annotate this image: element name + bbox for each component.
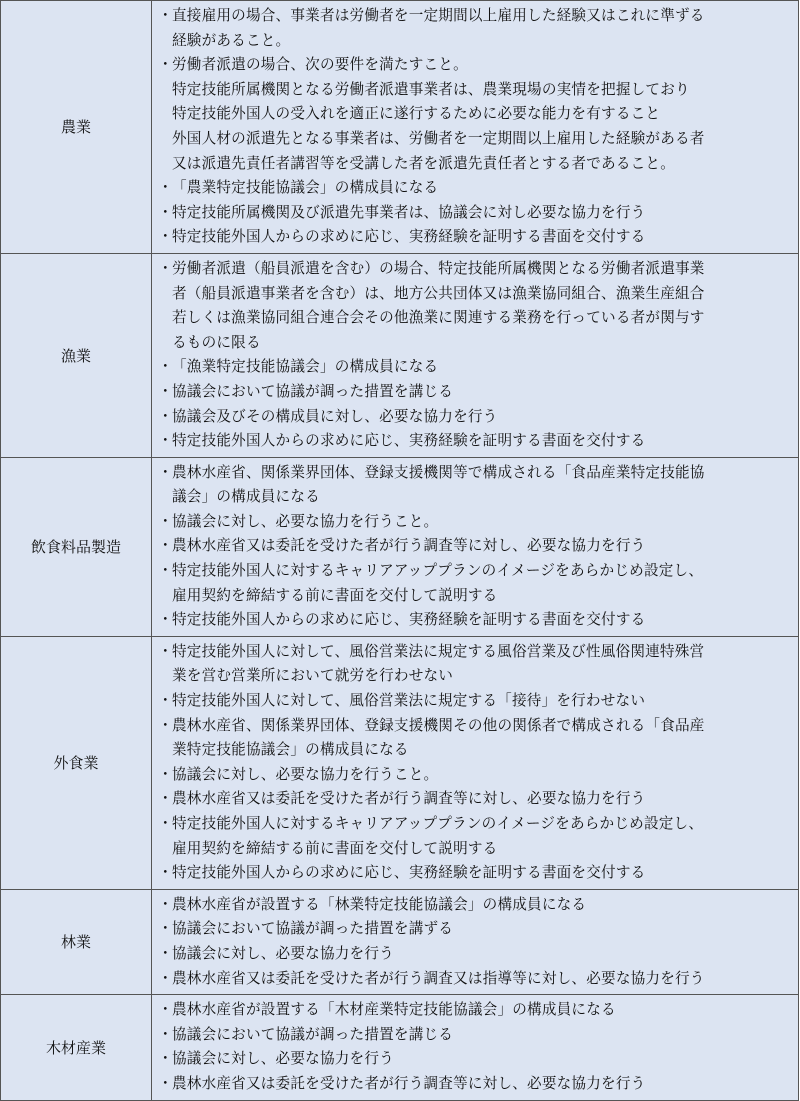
requirement-line: 農林水産省又は委託を受けた者が行う調査等に対し、必要な協力を行う: [172, 537, 646, 555]
requirement-line: 雇用契約を締結する前に書面を交付して説明する: [172, 839, 498, 857]
bullet-marker: ・: [158, 1074, 173, 1092]
requirement-item: [158, 201, 792, 226]
requirement-item: [158, 127, 792, 176]
requirements-cell: [152, 457, 799, 636]
bullet-marker: ・: [158, 179, 173, 197]
requirement-item: [158, 1023, 792, 1048]
bullet-marker: ・: [158, 815, 173, 832]
requirement-line: 協議会において協議が調った措置を講じる: [172, 382, 454, 400]
bullet-marker: ・: [158, 432, 173, 450]
requirement-item: [158, 861, 792, 886]
requirement-item: [158, 942, 792, 967]
bullet-marker: ・: [158, 895, 173, 913]
requirement-line: 業を営む営業所において就労を行わせない: [172, 667, 454, 685]
requirement-item: [158, 559, 792, 608]
bullet-marker: ・: [158, 56, 173, 74]
requirements-cell: [152, 253, 799, 457]
bullet-marker: ・: [158, 382, 173, 400]
requirement-line: 労働者派遣（船員派遣を含む）の場合、特定技能所属機関となる労働者派遣事業: [172, 259, 705, 277]
requirement-line: 労働者派遣の場合、次の要件を満たすこと。: [172, 56, 468, 74]
bullet-marker: ・: [158, 642, 173, 660]
requirement-item: [158, 355, 792, 380]
requirement-line: 協議会に対し、必要な協力を行うこと。: [172, 765, 439, 783]
bullet-marker: ・: [158, 864, 173, 882]
requirement-item: [158, 812, 792, 861]
requirement-item: [158, 917, 792, 942]
requirement-line: 農林水産省が設置する「林業特定技能協議会」の構成員になる: [172, 895, 587, 913]
requirement-line: 特定技能外国人からの求めに応じ、実務経験を証明する書面を交付する: [172, 228, 646, 246]
requirement-line: 農林水産省又は委託を受けた者が行う調査等に対し、必要な協力を行う: [172, 1074, 646, 1092]
requirement-line: 特定技能外国人に対して、風俗営業法に規定する「接待」を行わせない: [172, 692, 646, 710]
requirements-cell: [152, 995, 799, 1100]
requirement-line: 特定技能外国人に対して、風俗営業法に規定する風俗営業及び性風俗関連特殊営: [172, 642, 705, 660]
requirement-line: 協議会において協議が調った措置を講ずる: [172, 920, 454, 938]
requirement-item: [158, 257, 792, 355]
bullet-marker: ・: [158, 562, 173, 580]
requirement-item: [158, 967, 792, 992]
requirement-line: 「漁業特定技能協議会」の構成員になる: [172, 358, 439, 376]
requirement-line: 協議会に対し、必要な協力を行う: [172, 944, 394, 962]
bullet-marker: ・: [158, 765, 173, 783]
requirement-line: 特定技能外国人に対するキャリアアッププランのイメージをあらかじめ設定し、: [172, 562, 704, 580]
requirement-line: 協議会において協議が調った措置を講じる: [172, 1025, 454, 1043]
requirement-line: 若しくは漁業協同組合連合会その他漁業に関連する業務を行っている者が関与す: [172, 309, 705, 327]
requirement-item: [158, 714, 792, 763]
requirement-item: [158, 608, 792, 633]
table-row: [1, 636, 799, 889]
table-row: [1, 253, 799, 457]
requirement-item: [158, 380, 792, 405]
requirement-line: 又は派遣先責任者講習等を受講した者を派遣先責任者とする者であること。: [172, 154, 675, 172]
requirement-line: 農林水産省、関係業界団体、登録支援機関その他の関係者で構成される「食品産: [172, 716, 705, 734]
bullet-marker: ・: [158, 1001, 173, 1019]
requirement-item: [158, 640, 792, 689]
bullet-marker: ・: [158, 537, 173, 555]
bullet-marker: ・: [158, 611, 173, 629]
requirement-item: [158, 53, 792, 78]
requirement-line: 協議会に対し、必要な協力を行うこと。: [172, 512, 439, 530]
requirement-line: 議会」の構成員になる: [172, 488, 320, 506]
table-body: [1, 1, 799, 1101]
requirement-item: [158, 4, 792, 53]
bullet-marker: ・: [158, 203, 173, 221]
requirements-cell: [152, 889, 799, 994]
requirement-line: 直接雇用の場合、事業者は労働者を一定期間以上雇用した経験又はこれに準ずる: [172, 7, 705, 24]
requirement-item: [158, 461, 792, 510]
requirement-line: 特定技能外国人の受入れを適正に遂行するために必要な能力を有すること: [172, 105, 661, 123]
requirement-item: [158, 893, 792, 918]
requirement-item: [158, 763, 792, 788]
requirement-line: 特定技能所属機関となる労働者派遣事業者は、農業現場の実情を把握しており: [172, 80, 690, 98]
requirement-item: [158, 225, 792, 250]
requirement-line: 雇用契約を締結する前に書面を交付して説明する: [172, 586, 498, 604]
requirement-line: 協議会に対し、必要な協力を行う: [172, 1050, 394, 1068]
bullet-marker: ・: [158, 407, 173, 425]
requirement-item: [158, 510, 792, 535]
requirement-line: 「農業特定技能協議会」の構成員になる: [172, 179, 439, 197]
requirement-line: るものに限る: [172, 333, 261, 351]
requirement-line: 特定技能所属機関及び派遣先事業者は、協議会に対し必要な協力を行う: [172, 203, 646, 221]
bullet-marker: ・: [158, 358, 173, 376]
bullet-marker: ・: [158, 1025, 173, 1043]
table-row: [1, 1, 799, 254]
requirement-item: [158, 405, 792, 430]
bullet-marker: ・: [158, 920, 173, 938]
category-cell: 農業: [1, 1, 152, 254]
requirements-cell: [152, 636, 799, 889]
bullet-marker: ・: [158, 512, 173, 530]
bullet-marker: ・: [158, 716, 173, 734]
requirement-item: [158, 1047, 792, 1072]
requirement-line: 農林水産省、関係業界団体、登録支援機関等で構成される「食品産業特定技能協: [172, 463, 705, 481]
requirement-item: [158, 689, 792, 714]
category-cell: 林業: [1, 889, 152, 994]
requirement-line: 特定技能外国人からの求めに応じ、実務経験を証明する書面を交付する: [172, 611, 646, 629]
table-row: [1, 889, 799, 994]
requirement-line: 外国人材の派遣先となる事業者は、労働者を一定期間以上雇用した経験がある者: [172, 129, 705, 147]
requirement-line: 者（船員派遣事業者を含む）は、地方公共団体又は漁業協同組合、漁業生産組合: [172, 284, 705, 302]
requirement-item: [158, 429, 792, 454]
requirement-line: 協議会及びその構成員に対し、必要な協力を行う: [172, 407, 498, 425]
requirement-line: 業特定技能協議会」の構成員になる: [172, 741, 409, 759]
category-cell: 外食業: [1, 636, 152, 889]
requirement-item: [158, 534, 792, 559]
table-row: [1, 995, 799, 1100]
requirement-item: [158, 78, 792, 127]
bullet-marker: ・: [158, 259, 173, 277]
requirement-line: 特定技能外国人からの求めに応じ、実務経験を証明する書面を交付する: [172, 432, 646, 450]
requirement-item: [158, 176, 792, 201]
bullet-marker: ・: [158, 228, 173, 246]
category-cell: 飲食料品製造: [1, 457, 152, 636]
requirement-item: [158, 998, 792, 1023]
category-cell: 漁業: [1, 253, 152, 457]
requirement-line: 農林水産省が設置する「木材産業特定技能協議会」の構成員になる: [172, 1001, 616, 1019]
category-cell: 木材産業: [1, 995, 152, 1100]
bullet-marker: ・: [158, 790, 173, 808]
requirement-line: 経験があること。: [172, 31, 291, 49]
requirement-item: [158, 1072, 792, 1097]
requirement-line: 農林水産省又は委託を受けた者が行う調査等に対し、必要な協力を行う: [172, 790, 646, 808]
requirement-line: 特定技能外国人からの求めに応じ、実務経験を証明する書面を交付する: [172, 864, 646, 882]
bullet-marker: ・: [158, 969, 173, 987]
bullet-marker: ・: [158, 7, 173, 24]
requirement-item: [158, 787, 792, 812]
requirement-line: 農林水産省又は委託を受けた者が行う調査又は指導等に対し、必要な協力を行う: [172, 969, 705, 987]
table-row: [1, 457, 799, 636]
bullet-marker: ・: [158, 1050, 173, 1068]
requirement-line: 特定技能外国人に対するキャリアアッププランのイメージをあらかじめ設定し、: [172, 815, 704, 832]
requirements-cell: [152, 1, 799, 254]
bullet-marker: ・: [158, 463, 173, 481]
bullet-marker: ・: [158, 944, 173, 962]
bullet-marker: ・: [158, 692, 173, 710]
